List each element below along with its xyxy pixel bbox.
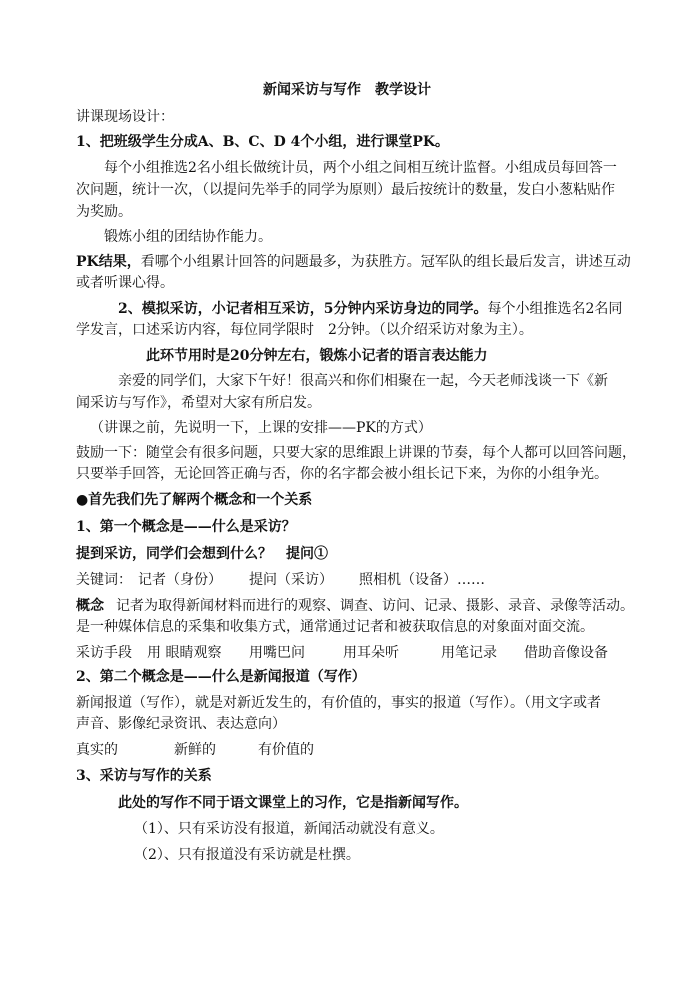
keywords-label: 关键词： [76,572,132,588]
trait-item: 有价值的 [258,742,314,758]
definition-line-2: 是一种媒体信息的采集和收集方式，通常通过记者和被获取信息的对象面对面交流。 [76,619,594,635]
concept-2-heading: 2、第二个概念是——什么是新闻报道（写作） [76,669,366,685]
relation-item: （1）、只有采访没有报道，新闻活动就没有意义。 [134,821,444,837]
method-item: 用嘴巴问 [249,645,305,661]
relation-item: （2）、只有报道没有采访就是杜撰。 [134,847,360,863]
keyword: 照相机（设备）…… [359,572,485,588]
paragraph-line: 次问题，统计一次，（以提问先举手的同学为原则）最后按统计的数量，发白小葱粘贴作 [76,182,615,198]
concept-2-line: 声音、影像纪录资讯、表达意向） [76,716,286,732]
method-item: 用耳朵听 [343,645,399,661]
paragraph-line: 每个小组推选2名小组长做统计员，两个小组之间相互统计监督。小组成员每回答一 [104,160,617,176]
arrangement-line: （讲课之前，先说明一下，上课的安排——PK的方式） [90,420,432,436]
trait-item: 新鲜的 [174,742,216,758]
concepts-heading: ●首先我们先了解两个概念和一个关系 [76,492,313,508]
paragraph-line: 学发言，口述采访内容，每位同学限时 2分钟。（以介绍采访对象为主）。 [76,322,533,338]
greeting-line: 闻采访与写作》，希望对大家有所启发。 [76,395,321,411]
keyword: 提问（采访） [249,572,333,588]
concept-1-heading: 1、第一个概念是——什么是采访？ [76,519,296,535]
relation-heading: 3、采访与写作的关系 [76,768,212,784]
method-item: 借助音像设备 [524,645,608,661]
paragraph-line: 或者听课心得。 [76,275,174,291]
document-title: 新闻采访与写作 教学设计 [263,82,431,98]
section-1-heading: 1、把班级学生分成A、B、C、D 4个小组，进行课堂PK。 [76,134,450,150]
method-item: 用笔记录 [441,645,497,661]
definition-line [76,596,634,616]
trait-item: 真实的 [76,742,118,758]
method-item: 采访手段 [76,645,132,661]
pk-result-label: PK结果， [76,254,141,270]
pk-result-text: 看哪个小组累计回答的问题最多，为获胜方。冠军队的组长最后发言，讲述互动 [140,254,631,270]
section-2-heading-line [118,299,622,319]
traits-line [76,740,314,760]
paragraph-line: 为奖励。 [76,204,132,220]
encourage-line: 只要举手回答，无论回答正确与否，你的名字都会被小组长记下来，为你的小组争光。 [76,466,608,482]
section-2-heading: 2、模拟采访，小记者相互采访，5分钟内采访身边的同学。 [118,301,488,317]
section-2-heading-rest: 每个小组推选名2名同 [487,301,623,317]
greeting-line: 亲爱的同学们，大家下午好！很高兴和你们相聚在一起，今天老师浅谈一下《新 [118,373,608,389]
method-item: 用 眼睛观察 [147,645,222,661]
paragraph-line: 锻炼小组的团结协作能力。 [104,229,272,245]
methods-line [76,643,608,663]
keyword: 记者（身份） [138,572,222,588]
keywords-line [76,570,485,590]
intro-line: 讲课现场设计： [76,109,174,125]
concept-1-question: 提到采访，同学们会想到什么？ 提问① [76,546,328,562]
time-note: 此环节用时是20分钟左右，锻炼小记者的语言表达能力 [146,348,488,364]
encourage-line: 鼓励一下：随堂会有很多问题，只要大家的思维跟上讲课的节奏，每个人都可以回答问题， [76,445,636,461]
definition-text: 记者为取得新闻材料而进行的观察、调查、访问、记录、摄影、录音、录像等活动。 [116,598,634,614]
concept-2-line: 新闻报道（写作），就是对新近发生的，有价值的，事实的报道（写作）。（用文字或者 [76,695,601,711]
pk-result-line [76,252,631,272]
relation-note: 此处的写作不同于语文课堂上的习作，它是指新闻写作。 [118,795,468,811]
definition-label: 概念 [76,598,104,614]
